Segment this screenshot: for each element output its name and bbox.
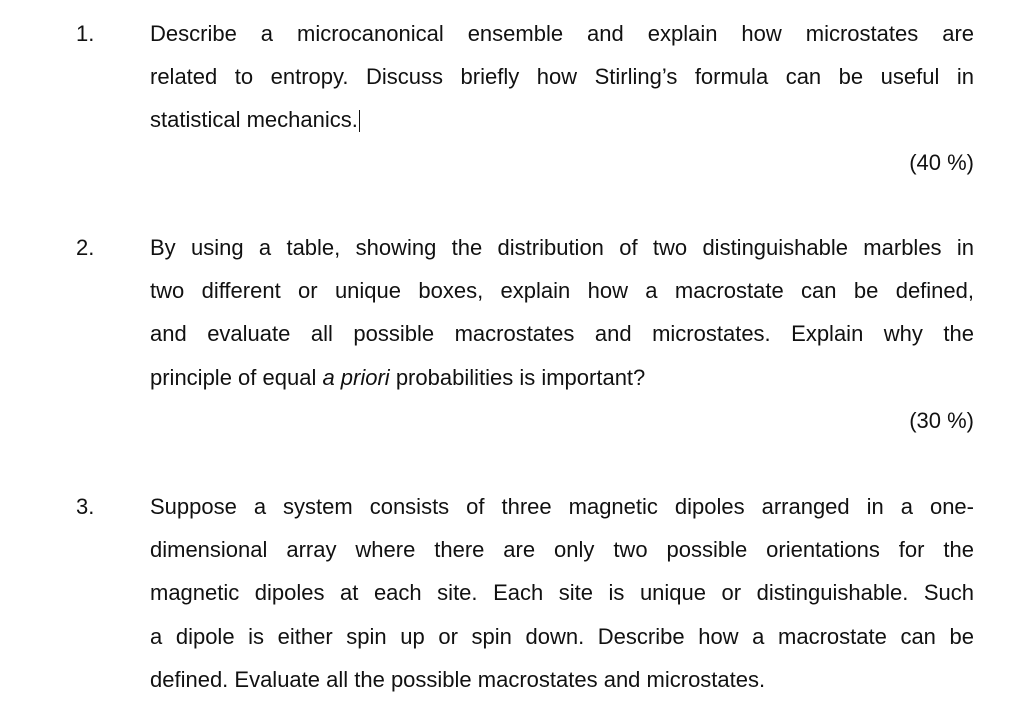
question-line: a dipole is either spin up or spin down. Describe how a macrostate can be (150, 623, 974, 649)
question-line: magnetic dipoles at each site. Each site is unique or distinguishable. Such (150, 580, 974, 606)
question-line: Suppose a system consists of three magnetic dipoles arranged in a one- (150, 494, 974, 519)
question-number: 1. (76, 21, 95, 46)
italic-term: a priori (322, 364, 390, 390)
question-line (150, 98, 974, 141)
question-line: two different or unique boxes, explain how a macrostate can be defined, (150, 278, 974, 304)
question-number: 3. (76, 494, 95, 519)
question-line: Describe a microcanonical ensemble and explain how microstates are (150, 21, 974, 46)
text-cursor[interactable] (359, 110, 360, 132)
marks-label: (30 %) (909, 408, 974, 433)
marks-label: (40 %) (909, 150, 974, 175)
question-line: dimensional array where there are only two possible orientations for the (150, 537, 974, 563)
question-line-text: probabilities is important? (389, 364, 646, 390)
question-line: By using a table, showing the distribution of two distinguishable marbles in (150, 235, 974, 260)
question-line-text: principle of equal (150, 364, 323, 390)
question-line: defined. Evaluate all the possible macrostates and microstates. (150, 666, 766, 692)
question-text (150, 12, 974, 142)
question-line: and evaluate all possible macrostates and microstates. Explain why the (150, 321, 974, 347)
question-number: 2. (76, 235, 95, 260)
question-text (150, 226, 974, 399)
question-line: related to entropy. Discuss briefly how Stirling’s formula can be useful in (150, 64, 974, 90)
question-text (150, 485, 974, 701)
question-line (150, 356, 974, 399)
question-line-text: statistical mechanics. (150, 107, 358, 133)
